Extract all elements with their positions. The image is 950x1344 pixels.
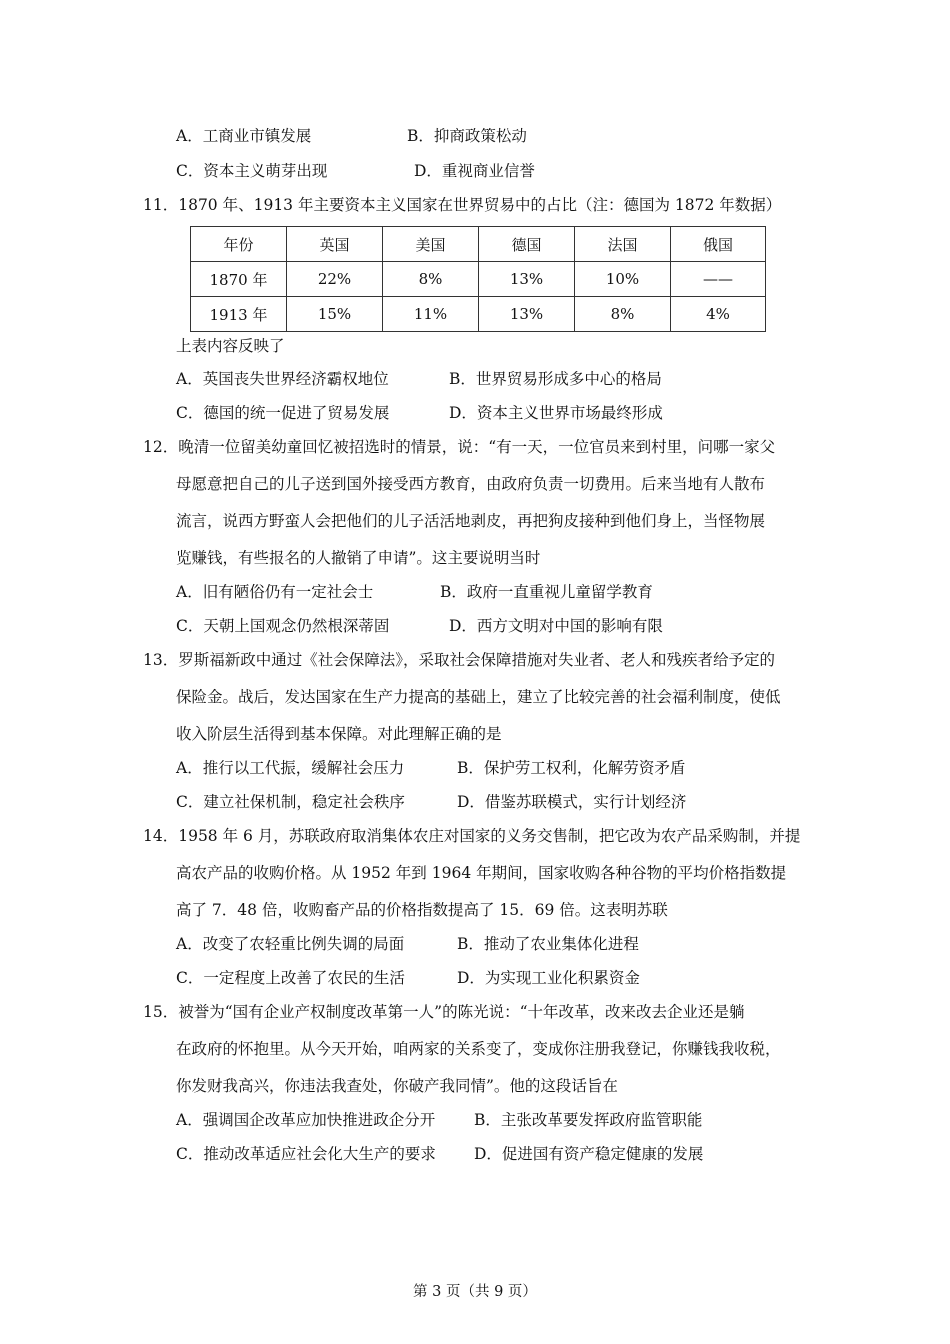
q13-option-a: A．推行以工代振，缓解社会压力 xyxy=(176,759,405,777)
q11-option-a: A．英国丧失世界经济霸权地位 xyxy=(176,370,389,388)
q11-option-d: D．资本主义世界市场最终形成 xyxy=(449,404,663,422)
table-cell: 22% xyxy=(287,262,383,297)
table-header-cell: 德国 xyxy=(479,227,575,262)
q14-option-b: B．推动了农业集体化进程 xyxy=(457,935,639,953)
q14-option-a: A．改变了农轻重比例失调的局面 xyxy=(176,935,405,953)
q13-option-b: B．保护劳工权利，化解劳资矛盾 xyxy=(457,759,686,777)
q14-stem-line-2: 高农产品的收购价格。从 1952 年到 1964 年期间，国家收购各种谷物的平均价格指数提 xyxy=(176,864,787,882)
q15-option-c: C．推动改革适应社会化大生产的要求 xyxy=(176,1145,436,1163)
q12-option-b: B．政府一直重视儿童留学教育 xyxy=(440,583,653,601)
q12-stem-line-1: 12．晚清一位留美幼童回忆被招选时的情景，说：“有一天，一位官员来到村里，问哪一家父 xyxy=(143,438,776,456)
table-cell: 13% xyxy=(479,297,575,332)
q13-option-d: D．借鉴苏联模式，实行计划经济 xyxy=(457,793,687,811)
q15-stem-line-1: 15．被誉为“国有企业产权制度改革第一人”的陈光说：“十年改革，改来改去企业还是躺 xyxy=(143,1003,745,1021)
q15-stem-line-3: 你发财我高兴，你违法我查处，你破产我同情”。他的这段话旨在 xyxy=(176,1077,618,1095)
q10-option-b: B．抑商政策松动 xyxy=(407,127,527,145)
table-cell: 13% xyxy=(479,262,575,297)
q15-option-a: A．强调国企改革应加快推进政企分开 xyxy=(176,1111,436,1129)
table-header-row xyxy=(191,227,766,262)
table-cell: 1913 年 xyxy=(191,297,287,332)
q11-option-c: C．德国的统一促进了贸易发展 xyxy=(176,404,390,422)
q14-stem-line-1: 14．1958 年 6 月，苏联政府取消集体农庄对国家的义务交售制，把它改为农产品采购制，并提 xyxy=(143,827,801,845)
q15-option-d: D．促进国有资产稳定健康的发展 xyxy=(474,1145,704,1163)
table-cell: 8% xyxy=(383,262,479,297)
table-header-cell: 法国 xyxy=(575,227,671,262)
q11-option-b: B．世界贸易形成多中心的格局 xyxy=(449,370,662,388)
q13-stem-line-1: 13．罗斯福新政中通过《社会保障法》，采取社会保障措施对失业者、老人和残疾者给予定的 xyxy=(143,651,775,669)
q13-stem-line-2: 保险金。战后，发达国家在生产力提高的基础上，建立了比较完善的社会福利制度，使低 xyxy=(176,688,781,706)
q10-option-c: C．资本主义萌芽出现 xyxy=(176,162,328,180)
q11-stem: 11．1870 年、1913 年主要资本主义国家在世界贸易中的占比（注：德国为 1872 年数据） xyxy=(143,196,782,214)
table-header-cell: 美国 xyxy=(383,227,479,262)
table-cell: 1870 年 xyxy=(191,262,287,297)
q13-option-c: C．建立社保机制，稳定社会秩序 xyxy=(176,793,405,811)
table-header-cell: 年份 xyxy=(191,227,287,262)
q14-option-d: D．为实现工业化积累资金 xyxy=(457,969,640,987)
table-cell: 15% xyxy=(287,297,383,332)
q15-stem-line-2: 在政府的怀抱里。从今天开始，咱两家的关系变了，变成你注册我登记，你赚钱我收税， xyxy=(176,1040,781,1058)
table-header-cell: 俄国 xyxy=(671,227,766,262)
table-row xyxy=(191,297,766,332)
table-cell: 4% xyxy=(671,297,766,332)
table-cell: 11% xyxy=(383,297,479,332)
q13-stem-line-3: 收入阶层生活得到基本保障。对此理解正确的是 xyxy=(176,725,502,743)
q14-option-c: C．一定程度上改善了农民的生活 xyxy=(176,969,405,987)
q12-option-a: A．旧有陋俗仍有一定社会士 xyxy=(176,583,374,601)
table-row xyxy=(191,262,766,297)
q14-stem-line-3: 高了 7．48 倍，收购畜产品的价格指数提高了 15．69 倍。这表明苏联 xyxy=(176,901,668,919)
q12-stem-line-4: 览赚钱，有些报名的人撤销了申请”。这主要说明当时 xyxy=(176,549,541,567)
q10-option-a: A．工商业市镇发展 xyxy=(176,127,312,145)
q10-option-d: D．重视商业信誉 xyxy=(414,162,535,180)
table-cell: 8% xyxy=(575,297,671,332)
q12-option-c: C．天朝上国观念仍然根深蒂固 xyxy=(176,617,390,635)
trade-share-table xyxy=(190,226,766,332)
q12-option-d: D．西方文明对中国的影响有限 xyxy=(449,617,663,635)
table-cell: —— xyxy=(671,262,766,297)
q11-question-text: 上表内容反映了 xyxy=(176,337,285,355)
table-header-cell: 英国 xyxy=(287,227,383,262)
q12-stem-line-2: 母愿意把自己的儿子送到国外接受西方教育，由政府负责一切费用。后来当地有人散布 xyxy=(176,475,766,493)
table-cell: 10% xyxy=(575,262,671,297)
q12-stem-line-3: 流言，说西方野蛮人会把他们的儿子活活地剥皮，再把狗皮接种到他们身上，当怪物展 xyxy=(176,512,766,530)
q15-option-b: B．主张改革要发挥政府监管职能 xyxy=(474,1111,703,1129)
page-number-footer: 第 3 页（共 9 页） xyxy=(413,1284,537,1300)
